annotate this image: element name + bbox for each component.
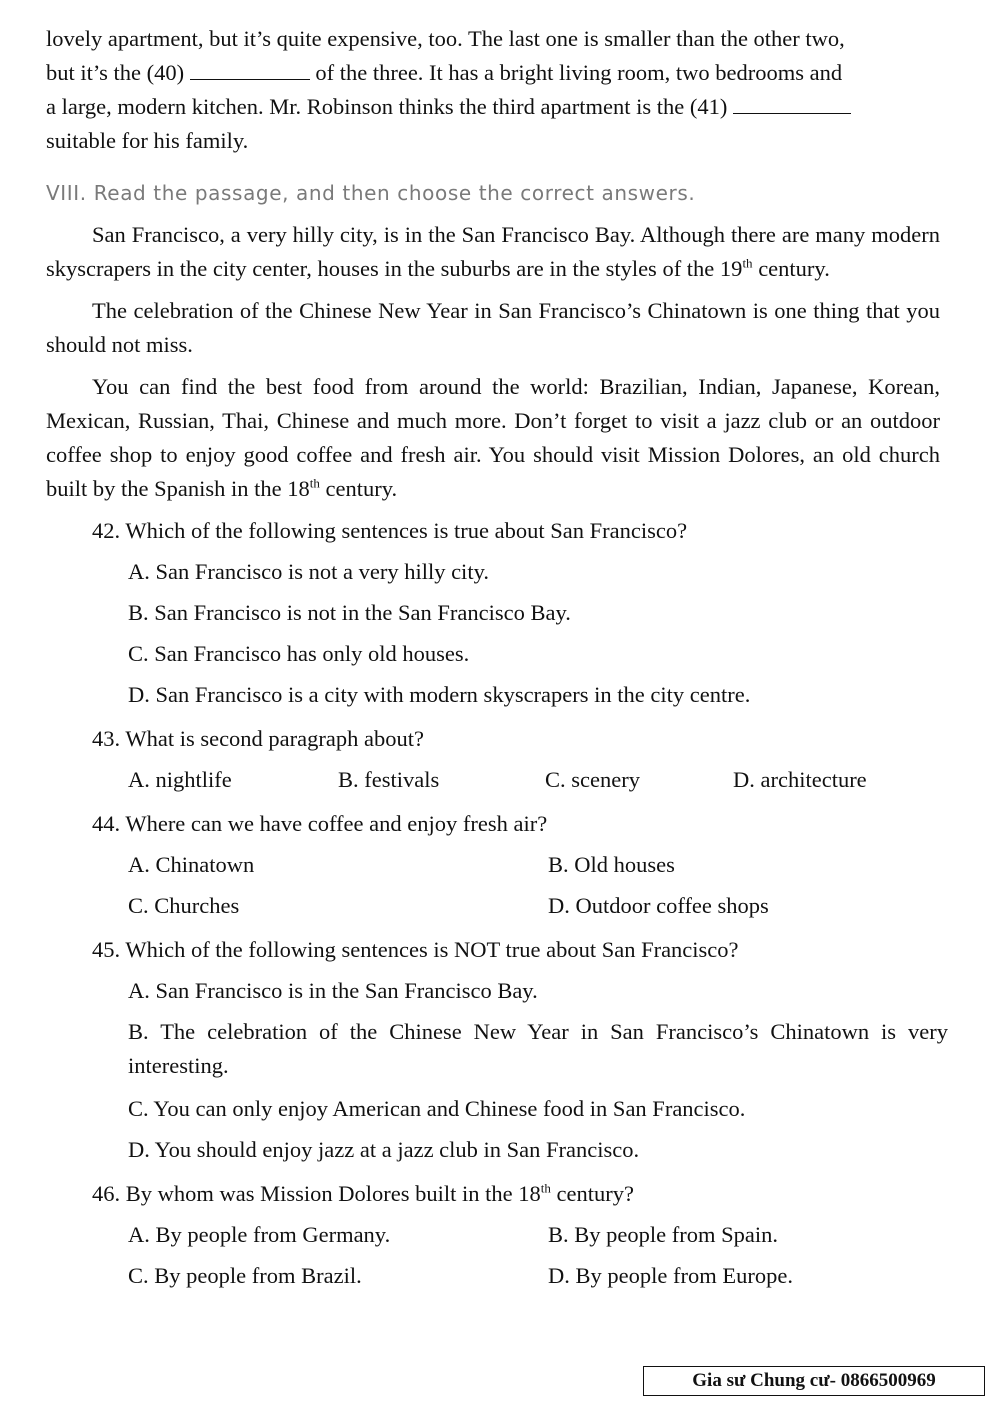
q46-superscript: th [540, 1180, 551, 1196]
q46-option-c[interactable]: C. By people from Brazil. [128, 1263, 362, 1288]
worksheet-page [46, 22, 948, 1291]
q44-options-row-1 [128, 850, 940, 880]
q43-option-d[interactable]: D. architecture [733, 767, 867, 792]
q43-option-b[interactable]: B. festivals [338, 767, 440, 792]
question-45: 45. Which of the following sentences is NOT true about San Francisco? [92, 937, 739, 962]
q42-option-d[interactable]: D. San Francisco is a city with modern skyscrapers in the city centre. [128, 682, 751, 707]
q46-option-d[interactable]: D. By people from Europe. [548, 1263, 793, 1288]
blank-41[interactable] [733, 93, 851, 114]
passage-p3-text: You can find the best food from around the world: Brazilian, Indian, Japanese, Korean, Mexican, Russian, Thai, Chinese and much more. Don’t forget to visit a jazz club or an outdoor coffee shop to enjoy good coffee and fresh air. You should visit Mission Dolores, an old church built by the Spanish in the 18 [46, 374, 940, 501]
q45-option-c[interactable]: C. You can only enjoy American and Chinese food in San Francisco. [128, 1096, 746, 1121]
passage-paragraph-2: The celebration of the Chinese New Year in San Francisco’s Chinatown is one thing that you should not miss. [46, 298, 940, 357]
passage-p1-text: San Francisco, a very hilly city, is in the San Francisco Bay. Although there are many modern skyscrapers in the city center, houses in the suburbs are in the styles of the 19 [46, 222, 940, 281]
footer-contact-box: Gia sư Chung cư- 0866500969 [643, 1366, 985, 1396]
q44-options-row-2 [128, 891, 940, 921]
q43-option-a[interactable]: A. nightlife [128, 767, 232, 792]
passage-p1-superscript: th [742, 255, 753, 271]
question-42: 42. Which of the following sentences is true about San Francisco? [92, 518, 688, 543]
q44-option-d[interactable]: D. Outdoor coffee shops [548, 893, 769, 918]
passage-p3-end: century. [319, 476, 398, 501]
passage-paragraph-1 [46, 218, 940, 286]
blank-40[interactable] [190, 59, 310, 80]
intro-line-3 [46, 90, 940, 124]
q43-options [128, 765, 940, 795]
q43-option-c[interactable]: C. scenery [545, 767, 640, 792]
passage-p3-superscript: th [309, 475, 320, 491]
question-43: 43. What is second paragraph about? [92, 726, 424, 751]
intro-line-2-start: but it’s the (40) [46, 60, 190, 85]
q46-text-end: century? [550, 1181, 634, 1206]
q46-option-b[interactable]: B. By people from Spain. [548, 1222, 778, 1247]
q46-option-a[interactable]: A. By people from Germany. [128, 1222, 391, 1247]
section-heading: VIII. Read the passage, and then choose the correct answers. [46, 181, 696, 205]
intro-line-1: lovely apartment, but it’s quite expensive, too. The last one is smaller than the other two, [46, 26, 845, 51]
question-44: 44. Where can we have coffee and enjoy fresh air? [92, 811, 548, 836]
q46-options-row-2 [128, 1261, 940, 1291]
q45-option-d[interactable]: D. You should enjoy jazz at a jazz club in San Francisco. [128, 1137, 640, 1162]
q42-option-a[interactable]: A. San Francisco is not a very hilly city. [128, 559, 489, 584]
q42-option-b[interactable]: B. San Francisco is not in the San Francisco Bay. [128, 600, 571, 625]
intro-line-3-start: a large, modern kitchen. Mr. Robinson thinks the third apartment is the (41) [46, 94, 733, 119]
intro-line-2 [46, 56, 940, 90]
intro-line-4: suitable for his family. [46, 128, 249, 153]
q45-option-a[interactable]: A. San Francisco is in the San Francisco Bay. [128, 978, 538, 1003]
intro-line-2-end: of the three. It has a bright living room, two bedrooms and [309, 60, 843, 85]
passage-p1-end: century. [752, 256, 830, 281]
q45-option-b[interactable]: B. The celebration of the Chinese New Year in San Francisco’s Chinatown is very interesting. [128, 1019, 948, 1078]
q46-options-row-1 [128, 1220, 940, 1250]
q46-text: 46. By whom was Mission Dolores built in the 18 [92, 1181, 541, 1206]
q42-option-c[interactable]: C. San Francisco has only old houses. [128, 641, 470, 666]
q44-option-b[interactable]: B. Old houses [548, 852, 675, 877]
q44-option-a[interactable]: A. Chinatown [128, 852, 255, 877]
passage-paragraph-3 [46, 370, 940, 506]
q44-option-c[interactable]: C. Churches [128, 893, 240, 918]
question-46 [92, 1179, 940, 1209]
